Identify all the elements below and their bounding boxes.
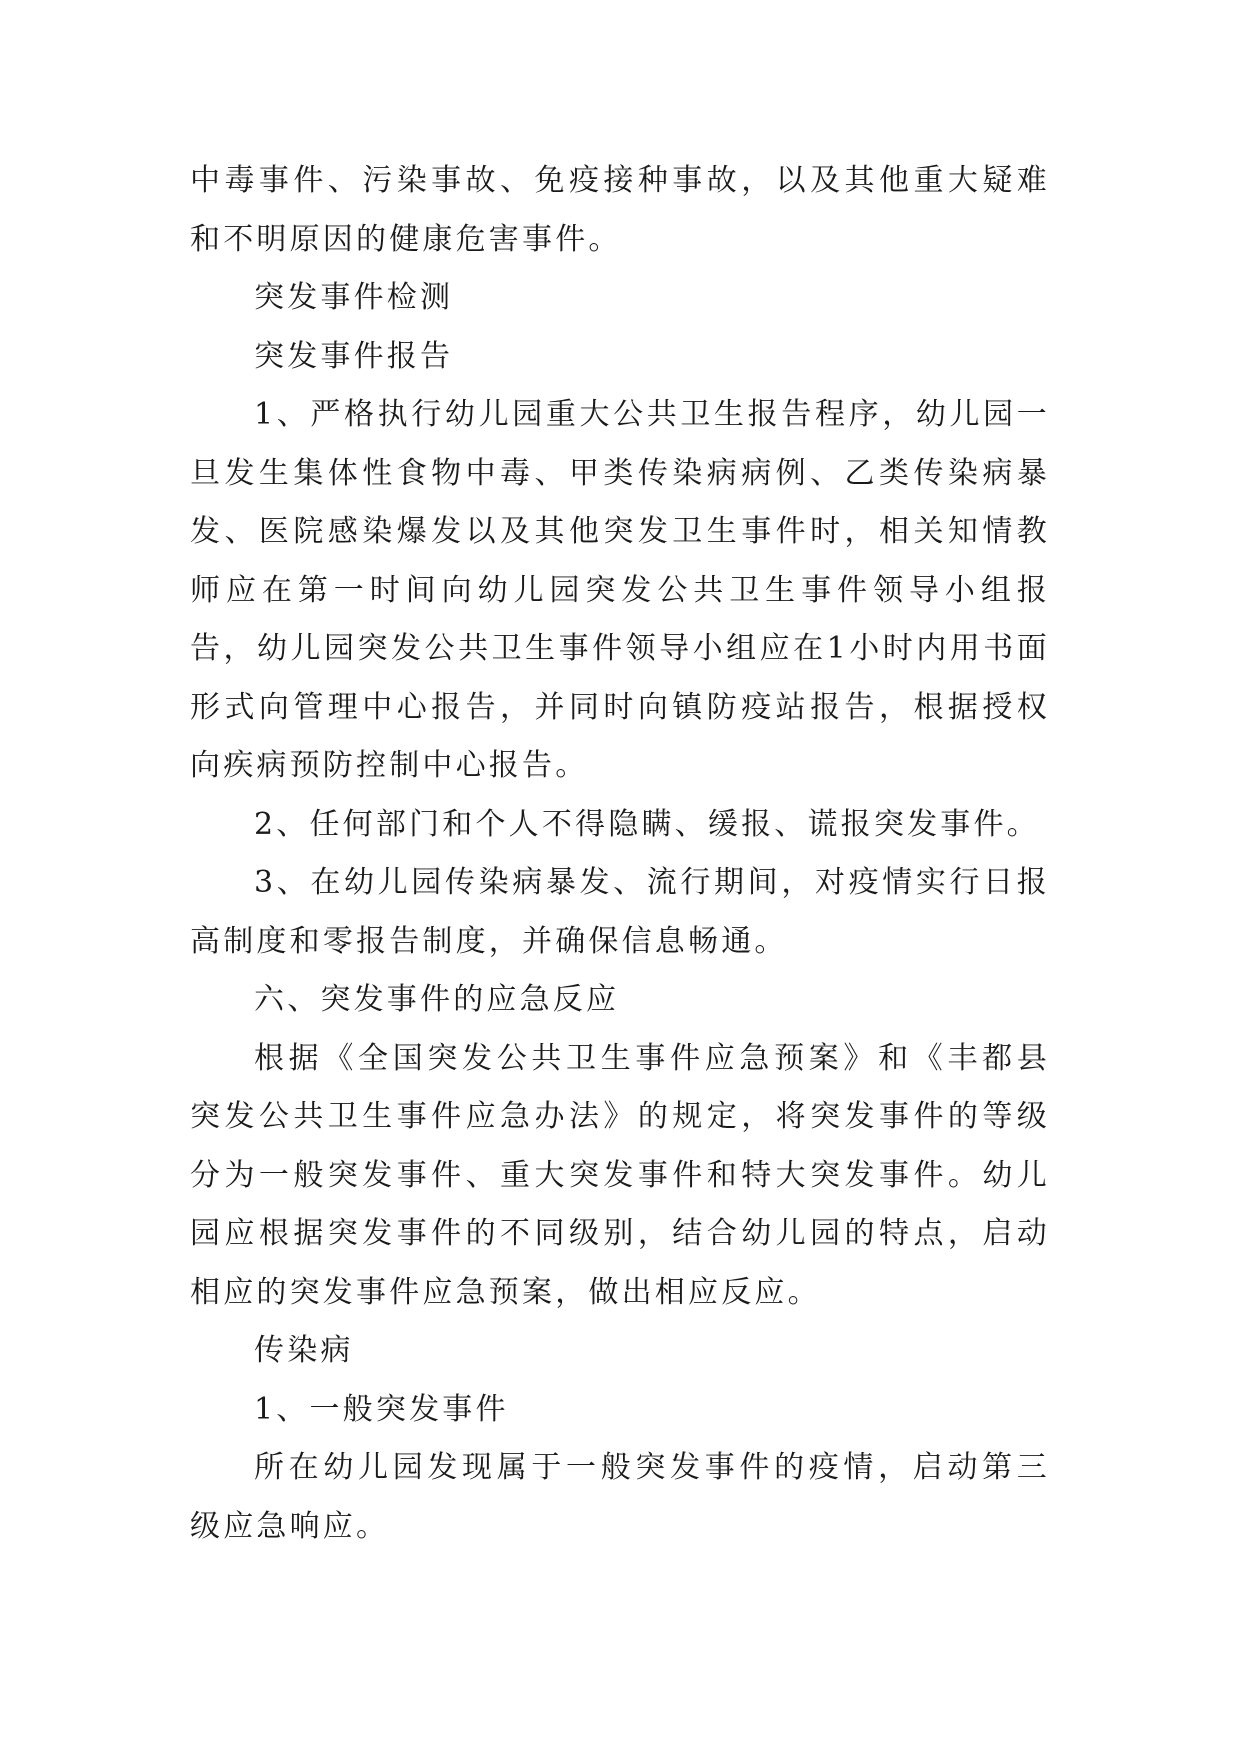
heading-infectious-disease: 传染病 (254, 1333, 354, 1368)
document-body (190, 152, 1050, 1556)
paragraph-report-procedure: 1、严格执行幼儿园重大公共卫生报告程序，幼儿园一旦发生集体性食物中毒、甲类传染病病例、乙类传染病暴发、医院感染爆发以及其他突发卫生事件时，相关知情教师应在第一时间向幼儿园突发公共卫生事件领导小组报告，幼儿园突发公共卫生事件领导小组应在1小时内用书面形式向管理中心报告，并同时向镇防疫站报告，根据授权向疾病预防控制中心报告。 (190, 397, 1050, 783)
heading-emergency-detection: 突发事件检测 (254, 280, 454, 315)
paragraph-daily-report: 3、在幼儿园传染病暴发、流行期间，对疫情实行日报高制度和零报告制度，并确保信息畅通。 (190, 865, 1050, 959)
paragraph-level-three-response: 所在幼儿园发现属于一般突发事件的疫情，启动第三级应急响应。 (190, 1450, 1050, 1544)
paragraph-no-concealment: 2、任何部门和个人不得隐瞒、缓报、谎报突发事件。 (254, 806, 1040, 842)
heading-emergency-report: 突发事件报告 (254, 338, 454, 374)
heading-section-six: 六、突发事件的应急反应 (254, 982, 620, 1017)
paragraph-event-levels: 根据《全国突发公共卫生事件应急预案》和《丰都县突发公共卫生事件应急办法》的规定，将突发事件的等级分为一般突发事件、重大突发事件和特大突发事件。幼儿园应根据突发事件的不同级别，结合幼儿园的特点，启动相应的突发事件应急预案，做出相应反应。 (190, 1040, 1050, 1310)
heading-general-event: 1、一般突发事件 (254, 1391, 509, 1427)
paragraph-1: 中毒事件、污染事故、免疫接种事故，以及其他重大疑难和不明原因的健康危害事件。 (190, 163, 1050, 257)
